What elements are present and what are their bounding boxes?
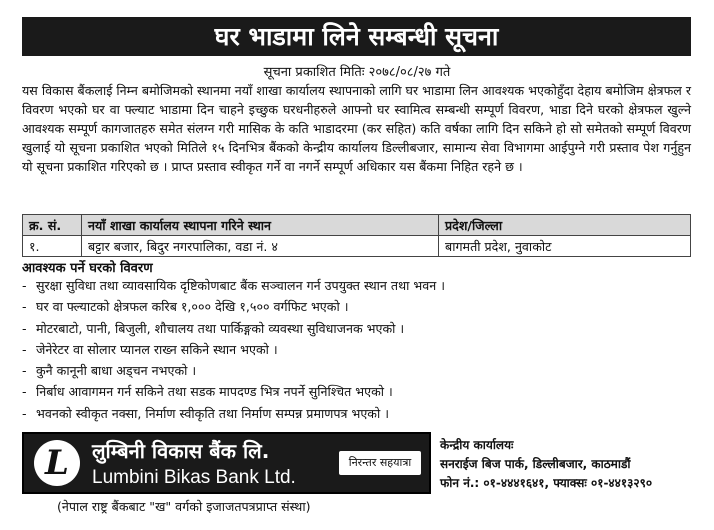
column-header-sn: क्र. सं. xyxy=(23,215,82,236)
license-note: (नेपाल राष्ट्र बैंकबाट "ख" वर्गको इजाजतपत्रप्राप्त संस्था) xyxy=(57,499,311,514)
bank-logo-banner xyxy=(22,432,431,494)
cell-province: बागमती प्रदेश, नुवाकोट xyxy=(439,236,691,257)
head-office-address: सनराईज बिज पार्क, डिल्लीबजार, काठमाडौं xyxy=(440,457,631,471)
head-office-phone: फोन नं.: ०१-४४४१६४१, फ्याक्सः ०१-४४१३२९० xyxy=(440,476,653,490)
list-item: - जेनेरेटर वा सोलार प्यानल राख्न सकिने स्थान भएको । xyxy=(22,339,445,360)
publication-date: सूचना प्रकाशित मितिः २०७८/०८/२७ गते xyxy=(263,65,451,80)
list-item: - मोटरबाटो, पानी, बिजुली, शौचालय तथा पार्किङ्गको व्यवस्था सुविधाजनक भएको । xyxy=(22,318,445,339)
head-office-title: केन्द्रीय कार्यालयः xyxy=(440,438,514,452)
list-item: - भवनको स्वीकृत नक्सा, निर्माण स्वीकृति तथा निर्माण सम्पन्न प्रमाणपत्र भएको । xyxy=(22,403,445,424)
notice-title: घर भाडामा लिने सम्बन्धी सूचना xyxy=(22,17,691,56)
cell-sn: १. xyxy=(23,236,82,257)
bank-tagline: निरन्तर सहयात्रा xyxy=(339,451,421,475)
list-item: - सुरक्षा सुविधा तथा व्यावसायिक दृष्टिकोणबाट बैंक सञ्चालन गर्न उपयुक्त स्थान तथा भवन । xyxy=(22,275,445,296)
bank-name-english: Lumbini Bikas Bank Ltd. xyxy=(92,467,296,488)
logo-letter: L xyxy=(45,443,69,483)
table-row xyxy=(23,236,691,257)
branch-location-table xyxy=(22,214,691,257)
bank-name-nepali: लुम्बिनी विकास बैंक लि. xyxy=(92,439,270,463)
list-item: - निर्बाध आवागमन गर्न सकिने तथा सडक मापदण्ड भित्र नपर्ने सुनिश्चित भएको । xyxy=(22,381,445,402)
list-item: - घर वा फ्ल्याटको क्षेत्रफल करिब १,००० देखि १,५०० वर्गफिट भएको । xyxy=(22,296,445,317)
requirements-list xyxy=(22,275,445,424)
notice-intro-paragraph: यस विकास बैंकलाई निम्न बमोजिमको स्थानमा नयाँ शाखा कार्यालय स्थापनाको लागि घर भाडामा लिन आवश्यक भएकोहुँदा देहाय बमोजिम क्षेत्रफल र विवरण भएको घर वा फ्ल्याट भाडामा दिन चाहने इच्छुक घरधनीहरुले आफ्नो घर स्वामित्व सम्बन्धी सम्पूर्ण विवरण, भाडा दिने घरको क्षेत्रफल खुल्ने आवश्यक सम्पूर्ण कागजातहरु समेत संलग्न गरी मासिक के कति भाडादरमा (कर सहित) कति वर्षका लागि दिन सकिने हो सो समेतको सम्पूर्ण विवरण खुलाई यो सूचना प्रकाशित भएको मितिले १५ दिनभित्र बैंकको केन्द्रीय कार्यालय डिल्लीबजार, सामान्य सेवा विभागमा आईपुग्ने गरी प्रस्ताव पेश गर्नुहुन यो सूचना प्रकाशित गरिएको छ । प्राप्त प्रस्ताव स्वीकृत गर्ने वा नगर्ने सम्पूर्ण अधिकार यस बैंकमा निहित रहने छ । xyxy=(22,83,691,174)
column-header-province: प्रदेश/जिल्ला xyxy=(439,215,691,236)
requirements-heading: आवश्यक पर्ने घरको विवरण xyxy=(22,261,153,276)
list-item: - कुनै कानूनी बाधा अड्चन नभएको । xyxy=(22,360,445,381)
cell-location: बट्टार बजार, बिदुर नगरपालिका, वडा नं. ४ xyxy=(82,236,439,257)
column-header-location: नयाँ शाखा कार्यालय स्थापना गरिने स्थान xyxy=(82,215,439,236)
table-header-row xyxy=(23,215,691,236)
bank-logo-icon xyxy=(34,440,80,486)
